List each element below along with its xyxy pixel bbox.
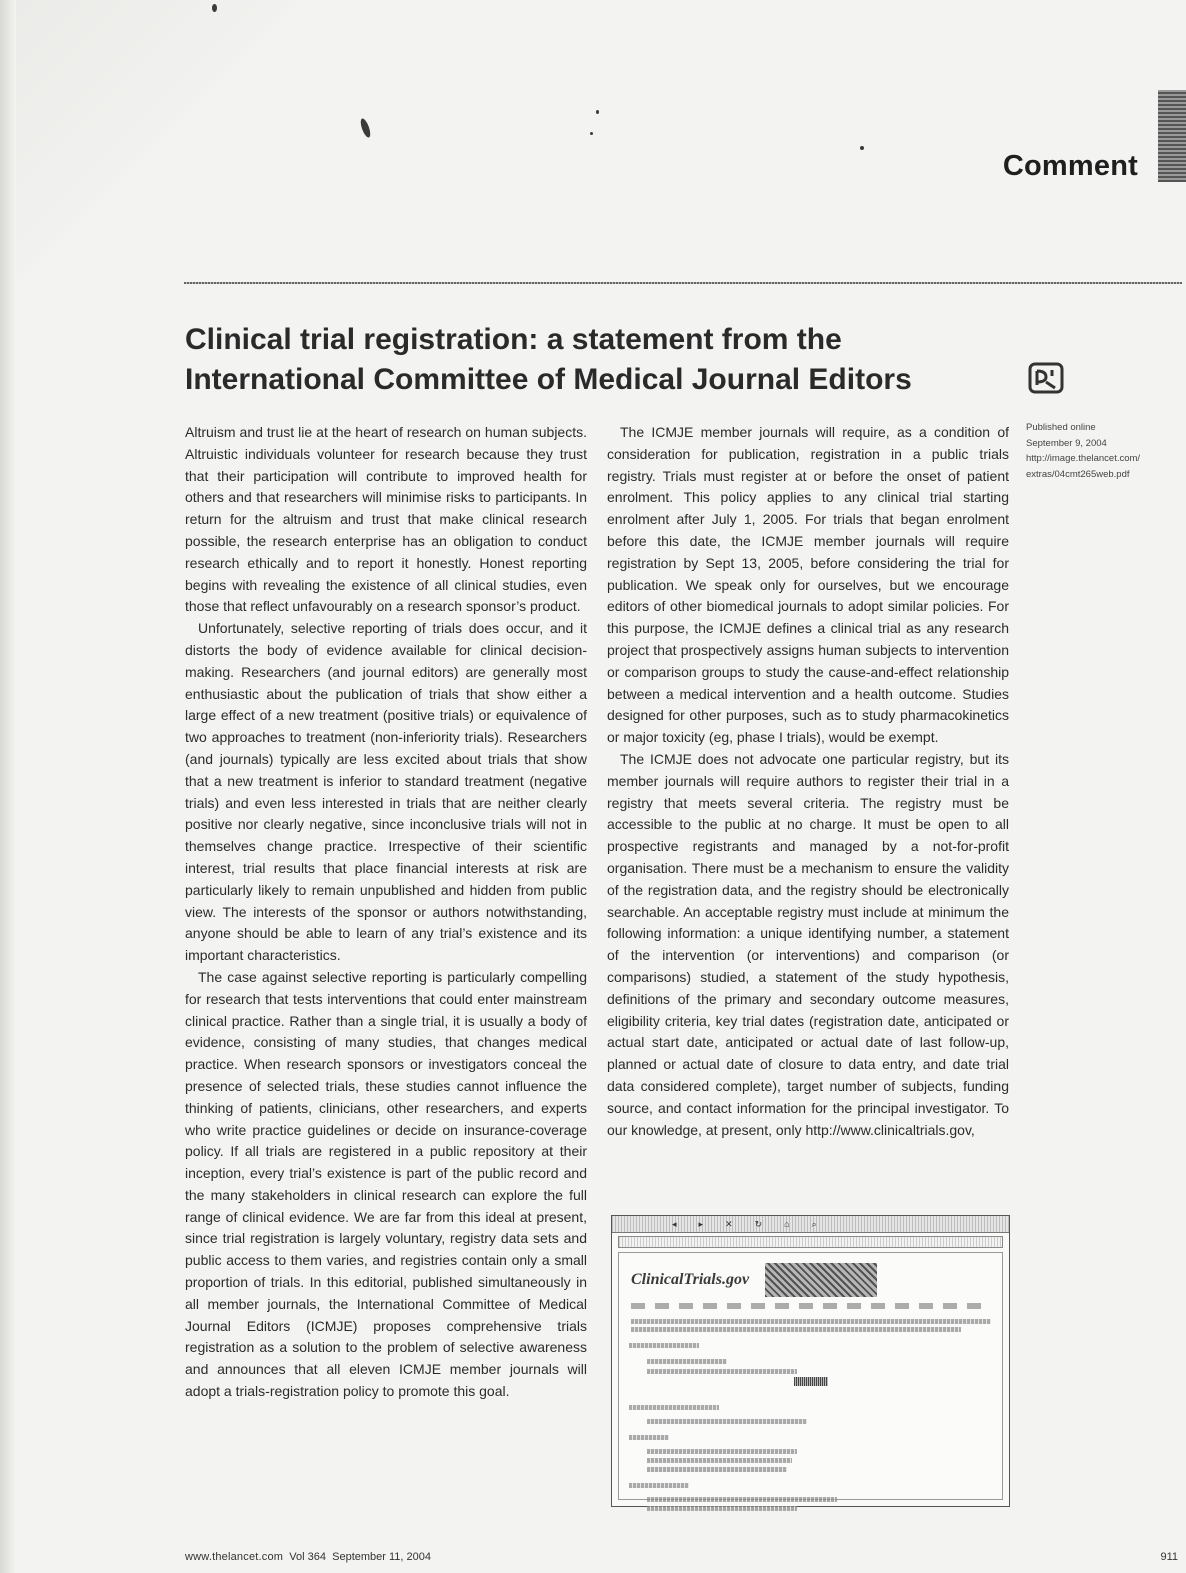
scan-edge-shadow	[0, 0, 16, 1573]
website-text-line	[647, 1449, 797, 1454]
paragraph: The ICMJE does not advocate one particular registry, but its member journals will require authors to register their trial in a registry that meets several criteria. The registry must be accessible to the public at no charge. It must be open to all prospective registrants and managed by a not-for-profit organisation. There must be a mechanism to ensure the validity of the registration data, and the registry should be electronically searchable. An acceptable registry must include at minimum the following information: a unique identifying number, a statement of the intervention (or interventions) and comparison (or comparisons) studied, a statement of the study hypothesis, definitions of the primary and secondary outcome measures, eligibility criteria, key trial dates (registration date, anticipated or actual start date, anticipated or actual date of last follow-up, planned or actual date of closure to data entry, and date trial data considered complete), target number of subjects, funding source, and contact information for the principal investigator. To our knowledge, at present, only http://www.clinicaltrials.gov,	[607, 750, 1009, 1138]
website-frame	[618, 1252, 1003, 1500]
right-column	[607, 422, 1009, 1141]
stop-icon: ✕	[725, 1218, 733, 1229]
clinicaltrials-screenshot-figure	[611, 1215, 1010, 1507]
header-rule	[184, 282, 1182, 284]
page-footer	[185, 1551, 431, 1563]
home-icon: ⌂	[784, 1219, 790, 1229]
published-online-icon	[1028, 362, 1064, 394]
scan-speck	[590, 132, 593, 135]
website-section-heading	[629, 1405, 719, 1410]
scan-speck	[212, 4, 217, 12]
website-section-heading	[629, 1343, 699, 1348]
article-title: Clinical trial registration: a statement from the International Committee of Medical Journal Editors	[185, 323, 912, 396]
page-fold-shadow	[0, 0, 300, 300]
scan-speck	[596, 110, 599, 114]
footer-site[interactable]: www.thelancet.com	[185, 1551, 284, 1563]
browser-toolbar	[612, 1216, 1009, 1233]
website-section-heading	[629, 1435, 669, 1440]
website-text-line	[647, 1419, 807, 1424]
article-url-continued[interactable]: extras/04cmt265web.pdf	[1026, 468, 1130, 480]
forward-icon: ▸	[698, 1218, 704, 1229]
website-search-label	[647, 1359, 727, 1364]
paragraph: Altruism and trust lie at the heart of research on human subjects. Altruistic individuals volunteer for research because they trust that their participation will contribute to improved health for others and that researchers will minimise risks to participants. In return for the altruism and trust that make clinical research possible, the research enterprise has an obligation to conduct research ethically and to report it honestly. Honest reporting begins with revealing the existence of all clinical studies, even those that reflect unfavourably on a research sponsor’s product.	[185, 424, 587, 615]
scan-speck	[860, 146, 864, 150]
publication-info	[1026, 420, 1184, 482]
back-icon: ◂	[672, 1218, 677, 1229]
website-intro-text	[631, 1319, 991, 1324]
website-section-heading	[629, 1483, 689, 1488]
page-number: 911	[1160, 1551, 1178, 1563]
website-search-button	[794, 1377, 828, 1386]
published-label: Published online	[1026, 422, 1096, 433]
website-text-line	[647, 1467, 787, 1472]
website-text-line	[647, 1497, 837, 1502]
scan-speck	[359, 117, 372, 138]
clinicaltrials-logo: ClinicalTrials.gov	[631, 1271, 750, 1288]
website-text-line	[647, 1458, 792, 1463]
paragraph: The ICMJE member journals will require, as a condition of consideration for publication, registration in a public trials registry. Trials must register at or before the onset of patient enrolment. This policy applies to any clinical trial starting enrolment after July 1, 2005. For trials that began enrolment before this date, the ICMJE member journals will require registration by Sept 13, 2005, before considering the trial for publication. We speak only for ourselves, but we encourage editors of other biomedical journals to adopt similar policies. For this purpose, the ICMJE defines a clinical trial as any research project that prospectively assigns human subjects to intervention or comparison groups to study the cause-and-effect relationship between a medical intervention and a health outcome. Studies designed for other purposes, such as to study pharmacokinetics or major toxicity (eg, phase I trials), would be exempt.	[607, 424, 1009, 746]
footer-volume: Vol 364	[289, 1551, 326, 1563]
paragraph: The case against selective reporting is particularly compelling for research that tests interventions that could enter mainstream clinical practice. Rather than a single trial, it is usually a body of evidence, consisting of many studies, that changes medical practice. When research sponsors or investigators conceal the presence of selected trials, these studies cannot influence the thinking of patients, clinicians, other researchers, and experts who write practice guidelines or decide on insurance-coverage policy. If all trials are registered in a public repository at their inception, every trial’s existence is part of the public record and the many stakeholders in clinical research can explore the full range of clinical evidence. We are far from this ideal at present, since trial registration is largely voluntary, registry data sets and public access to them varies, and registries contain only a small proportion of trials. In this editorial, published simultaneously in all member journals, the International Committee of Medical Journal Editors (ICMJE) proposes comprehensive trials registration as a solution to the problem of selective awareness and announces that all eleven ICMJE member journals will adopt a trials-registration policy to promote this goal.	[185, 968, 587, 1400]
section-edge-marker	[1158, 90, 1186, 182]
left-column	[185, 422, 587, 1403]
footer-date: September 11, 2004	[332, 1551, 431, 1563]
published-date: September 9, 2004	[1026, 437, 1107, 449]
paragraph: Unfortunately, selective reporting of trials does occur, and it distorts the body of evidence available for clinical decision-making. Researchers (and journal editors) are generally most enthusiastic about the publication of trials that show either a large effect of a new treatment (positive trials) or equivalence of two approaches to treatment (non-inferiority trials). Researchers (and journals) typically are less excited about trials that show that a new treatment is inferior to standard treatment (negative trials) and even less interested in trials that are neither clearly positive nor clearly negative, since inconclusive trials will not in themselves change practice. Irrespective of their scientific interest, trial results that place financial interests at risk are particularly likely to remain unpublished and hidden from public view. The interests of the sponsor or authors notwithstanding, anyone should be able to learn of any trial’s existence and its important characteristics.	[185, 620, 587, 964]
website-banner-image	[765, 1263, 877, 1297]
search-icon: ⌕	[811, 1218, 817, 1229]
website-nav-links	[631, 1303, 990, 1309]
refresh-icon: ↻	[754, 1218, 763, 1229]
section-label: Comment	[1002, 150, 1138, 182]
website-text-line	[647, 1506, 797, 1511]
website-search-field	[647, 1369, 797, 1374]
website-intro-text	[631, 1327, 961, 1332]
article-url[interactable]: http://image.thelancet.com/	[1026, 453, 1141, 464]
browser-address-bar	[618, 1236, 1003, 1248]
